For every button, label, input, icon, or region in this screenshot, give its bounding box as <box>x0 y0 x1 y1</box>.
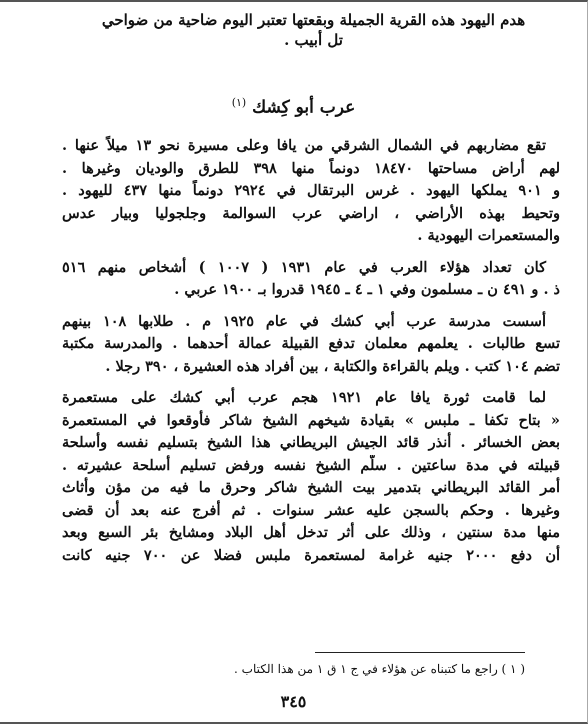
text-line: ذ . و ٤٩١ ن ـ مسلمون وفي ١ ـ ٤ ـ ١٩٤٥ قدروا بـ ١٩٠٠ عربي . <box>174 281 560 298</box>
footnote-reference: (١) <box>231 96 247 109</box>
page-number: ٣٤٥ <box>280 692 307 711</box>
running-head-line-1: هدم اليهود هذه القرية الجميلة وبقعتها تعتبر اليوم ضاحية من ضواحي <box>101 11 526 29</box>
running-head-line-2: تل أبيب . <box>284 31 343 49</box>
text-line: والمستعمرات اليهودية . <box>417 227 560 244</box>
text-line: بعض الخسائر . أنذر قائد الجيش البريطاني هذا الشيخ بتسليم نفسه وأسلحة <box>62 434 560 451</box>
footnote: ( ١ ) راجع ما كتبناه عن هؤلاء في ج ١ ق ١ من هذا الكتاب . <box>234 662 525 676</box>
text-line: أمر القائد البريطاني بتدمير بيت الشيخ شاكر وحرق ما فيه من مؤن وأثاث <box>62 479 560 496</box>
text-line: لما قامت ثورة يافا عام ١٩٢١ هجم عرب أبي كشك على مستعمرة <box>62 389 546 406</box>
text-line: وغيرها . وحكم بالسجن عليه عشر سنوات . ثم أفرج عنه بعد أن قضى <box>62 501 560 519</box>
text-line: أن دفع ٢٠٠٠ جنيه غرامة لمستعمرة ملبس فضلا عن ٧٠٠ جنيه كانت <box>62 546 560 564</box>
paragraph-revolt <box>62 387 560 567</box>
section-title <box>40 91 547 120</box>
text-line: « بتاح تكفا ـ ملبس » بقيادة شيخهم الشيخ شاكر فأوقعوا في المستعمرة <box>62 411 560 429</box>
paragraph-location <box>62 135 560 248</box>
text-line: لهم أراض مساحتها ١٨٤٧٠ دونماً منها ٣٩٨ للطرق والوديان وغيرها . <box>62 159 560 177</box>
text-line: كان تعداد هؤلاء العرب في عام ١٩٣١ ( ١٠٠٧ ) أشخاص منهم ٥١٦ <box>62 258 546 276</box>
text-line: تسع طالبات . يعلمهم معلمان تدفع القبيلة عمالة أحدهما . والمدرسة مكتبة <box>62 335 560 352</box>
footnote-divider <box>315 652 525 653</box>
section-title-text: عرب أبو كِشك <box>252 97 356 118</box>
text-line: أسست مدرسة عرب أبي كشك في عام ١٩٢٥ م . طلابها ١٠٨ بينهم <box>62 312 546 330</box>
text-line: قبيلته في مدة ساعتين . سلّم الشيخ نفسه ورفض تسليم أسلحة عشيرته . <box>62 456 560 474</box>
paragraph-population <box>62 257 560 302</box>
body-text <box>62 135 560 576</box>
text-line: منها مدة سنتين ، وذلك على أثر تدخل أهل البلاد ومشايخ بئر السبع وبعد <box>62 524 560 541</box>
text-line: و ٩٠١ يملكها اليهود . غرس البرتقال في ٢٩٢٤ دونماً منها ٤٣٧ لليهود . <box>62 182 560 199</box>
text-line: وتحيط بهذه الأراضي ، اراضي عرب السوالمة وجلجوليا وبيار عدس <box>62 204 560 222</box>
text-line: تضم ١٠٤ كتب . ويلم بالقراءة والكتابة ، بين أفراد هذه العشيرة ، ٣٩٠ رجلا . <box>105 357 560 375</box>
text-line: تقع مضاربهم في الشمال الشرقي من يافا وعلى مسيرة نحو ١٣ ميلاً عنها . <box>62 137 546 154</box>
paragraph-school <box>62 311 560 379</box>
running-head <box>50 10 577 50</box>
